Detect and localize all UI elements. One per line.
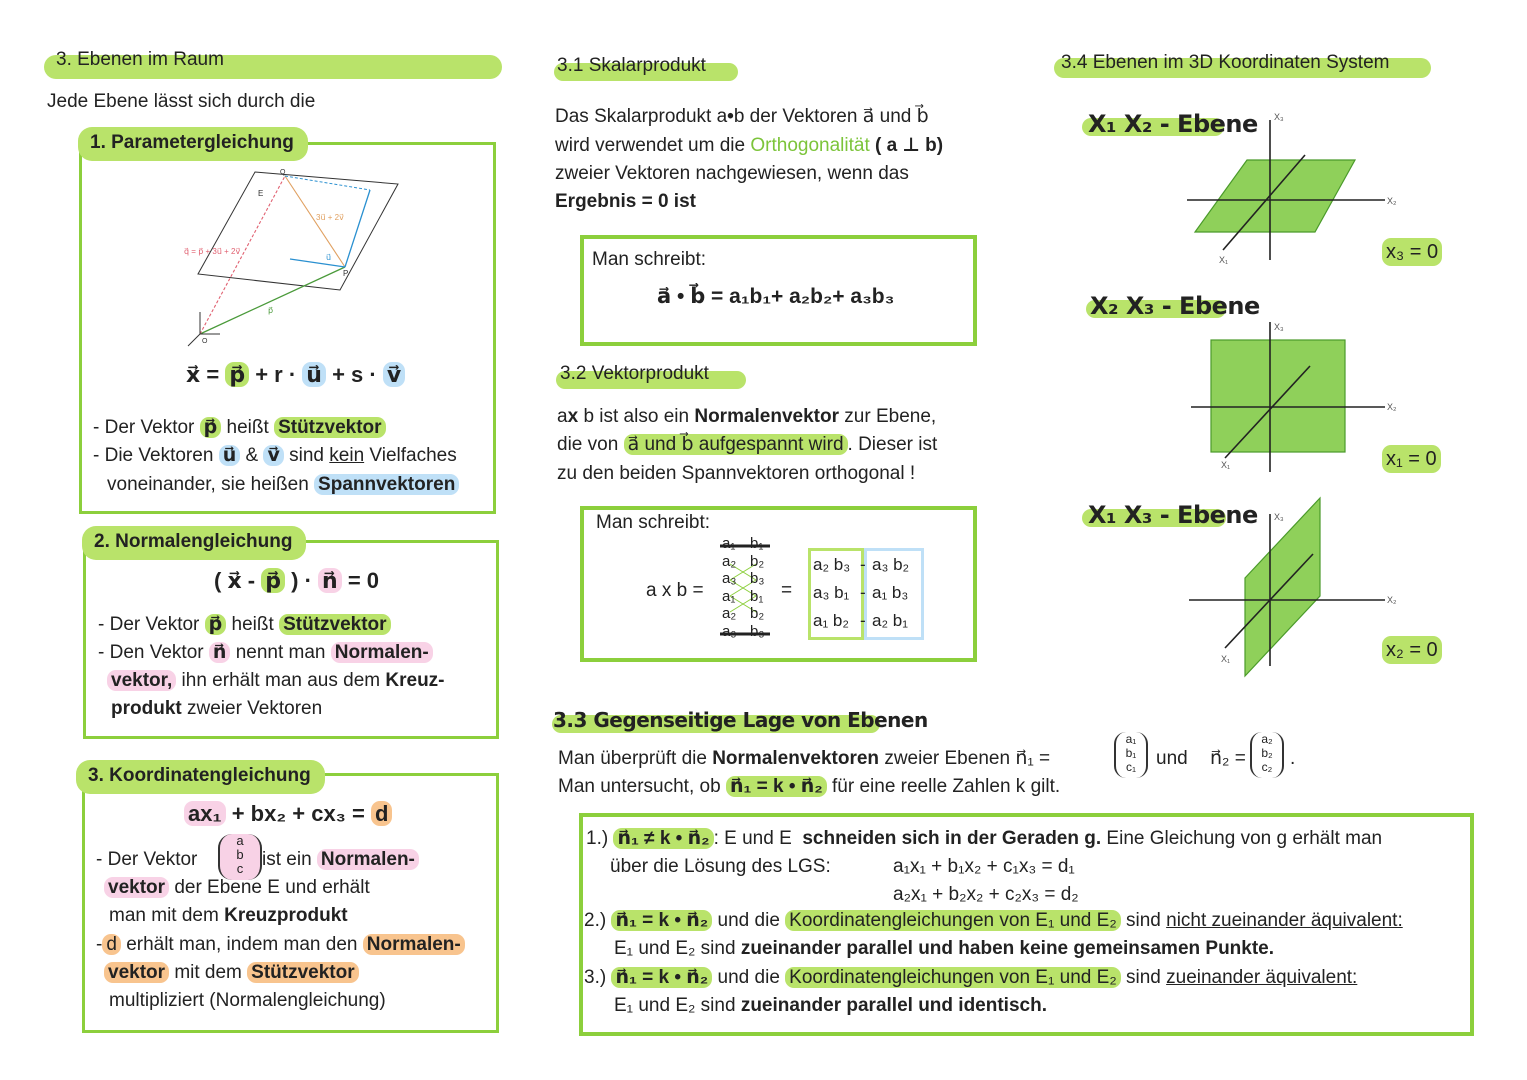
plane2-diagram xyxy=(1185,318,1405,478)
plane3-diagram xyxy=(1185,496,1405,681)
parameter-formula xyxy=(186,362,405,388)
vektor-line-3: zu den beiden Spannvektoren orthogonal ! xyxy=(557,463,916,484)
lage-period: . xyxy=(1290,748,1296,769)
vector-u xyxy=(290,259,345,267)
normal-line-2: - Den Vektor n⃗ nennt man Normalen- xyxy=(98,639,433,667)
skalar-heading: 3.1 Skalarprodukt xyxy=(557,55,706,76)
label-E: E xyxy=(258,189,264,198)
cross-entry-a: a₂ xyxy=(722,605,737,622)
koord-line-3: man mit dem Kreuzprodukt xyxy=(109,905,348,926)
plane1-title: X₁ X₂ - Ebene xyxy=(1088,110,1258,138)
intro-text: Jede Ebene lässt sich durch die xyxy=(47,91,316,112)
vektor-heading: 3.2 Vektorprodukt xyxy=(560,363,709,384)
cross-entry-a: a₃ xyxy=(722,570,737,587)
cross-entry-b: b₂ xyxy=(750,552,765,570)
lage-und: und xyxy=(1156,748,1188,769)
plane3-eq: x₂ = 0 xyxy=(1382,636,1442,664)
skalar-line-4: Ergebnis = 0 ist xyxy=(555,191,696,212)
lgs-eq-1: a₁x₁ + b₁x₂ + c₁x₃ = d₁ xyxy=(893,856,1075,877)
formula-v: v⃗ xyxy=(383,362,405,387)
cross-col-b xyxy=(750,535,764,640)
param-line-1: - Der Vektor p⃗ heißt Stützvektor xyxy=(93,414,386,442)
vector-v xyxy=(345,190,370,267)
result-minus-entry: - xyxy=(860,611,866,630)
lage-line-1: Man überprüft die Normalenvektoren zweier Ebenen n⃗₁ = xyxy=(558,748,1051,769)
result-left-entry: a₂ b₃ xyxy=(813,555,851,574)
label-sum: 3u⃗ + 2v⃗ xyxy=(316,213,344,222)
ebenen3d-heading: 3.4 Ebenen im 3D Koordinaten System xyxy=(1061,52,1390,73)
vektor-line-2: die von a⃗ und b⃗ aufgespannt wird . Dieser ist xyxy=(557,434,938,455)
lage-n2: n⃗₂ = xyxy=(1210,748,1246,769)
plane1-eq: x₃ = 0 xyxy=(1382,238,1442,266)
case3-line-1: 3.) n⃗₁ = k • n⃗₂ und die Koordinatengleichungen von E₁ und E₂ sind zueinander äquivalent: xyxy=(584,967,1358,988)
plane2-title: X₂ X₃ - Ebene xyxy=(1090,292,1260,320)
normal-line-3: vektor, ihn erhält man aus dem Kreuz- xyxy=(107,667,445,695)
lage-n2-vector: a₂ b₂ c₂ xyxy=(1250,732,1284,778)
formula-x: x⃗ xyxy=(186,362,201,387)
cross-entry-a: a₂ xyxy=(722,552,737,570)
result-minus-col xyxy=(860,551,866,635)
formula-plus-r: + r · xyxy=(255,362,297,387)
cross-entry-b: b₂ xyxy=(750,605,765,622)
result-right-entry: a₂ b₁ xyxy=(872,611,908,630)
result-left-entry: a₃ b₁ xyxy=(813,583,850,602)
result-left-col xyxy=(813,551,850,635)
koord-line-6: multipliziert (Normalengleichung) xyxy=(109,990,386,1011)
skalar-line-3: zweier Vektoren nachgewiesen, wenn das xyxy=(555,163,909,184)
cross-entry-a: a₁ xyxy=(722,587,736,605)
cross-table xyxy=(716,536,772,644)
plane1-diagram xyxy=(1185,110,1405,270)
cross-entry-a: a₁ xyxy=(722,535,736,552)
lgs-eq-2: a₂x₁ + b₂x₂ + c₂x₃ = d₂ xyxy=(893,884,1079,905)
normal-line-4: produkt zweier Vektoren xyxy=(111,698,323,719)
plane3-title: X₁ X₃ - Ebene xyxy=(1088,501,1258,529)
plane3-axis-x1: X₁ xyxy=(1221,654,1231,664)
result-minus-entry: - xyxy=(860,583,866,602)
cross-entry-b: b₁ xyxy=(750,535,764,552)
skalar-box-title: Man schreibt: xyxy=(592,249,707,270)
koord-vector-abc: a b c xyxy=(218,834,262,880)
plane3-axis-x3: X₃ xyxy=(1274,512,1284,522)
cross-entry-b: b₃ xyxy=(750,622,765,640)
label-Q: Q xyxy=(280,169,286,176)
lage-line-2: Man untersucht, ob n⃗₁ = k • n⃗₂ für eine reelle Zahlen k gilt. xyxy=(558,776,1061,797)
cross-col-a xyxy=(722,535,736,640)
normal-formula: ( x⃗ - p⃗ ) · n⃗ = 0 xyxy=(214,568,380,593)
koordinatengleichung-heading: 3. Koordinatengleichung xyxy=(76,760,325,794)
case1-line-1: 1.) n⃗₁ ≠ k • n⃗₂ : E und E schneiden sich in der Geraden g. Eine Gleichung von g erhält man xyxy=(586,828,1383,849)
formula-u: u⃗ xyxy=(302,362,326,387)
plane2-axis-x3: X₃ xyxy=(1274,322,1284,332)
cross-entry-a: a₃ xyxy=(722,622,737,640)
result-left-entry: a₁ b₂ xyxy=(813,611,849,630)
skalar-line-2: wird verwendet um die Orthogonalität ( a ⊥ b) xyxy=(555,135,944,156)
koord-line-2: vektor der Ebene E und erhält xyxy=(104,874,370,902)
lage-n1-vector: a₁ b₁ c₁ xyxy=(1114,732,1148,778)
param-line-3: voneinander, sie heißen Spannvektoren xyxy=(107,471,459,499)
vektor-line-1: ax b ist also ein Normalenvektor zur Ebene, xyxy=(557,406,937,427)
plane1-axis-x3: X₃ xyxy=(1274,112,1284,122)
plane3-axis-x2: X₂ xyxy=(1387,595,1397,605)
koord-line-4: - d erhält man, indem man den Normalen- xyxy=(96,931,465,959)
lage-heading: 3.3 Gegenseitige Lage von Ebenen xyxy=(553,708,928,732)
cross-entry-b: b₁ xyxy=(750,587,764,605)
result-minus-entry: - xyxy=(860,555,866,574)
koord-line-5: vektor mit dem Stützvektor xyxy=(104,959,359,987)
result-right-entry: a₃ b₂ xyxy=(872,555,910,574)
result-right-col xyxy=(872,551,909,635)
plane-parallelogram xyxy=(198,172,398,290)
label-O: O xyxy=(202,338,208,345)
parameter-diagram xyxy=(180,162,410,352)
skalar-box-formula: a⃗ • b⃗ = a₁b₁+ a₂b₂+ a₃b₃ xyxy=(657,285,895,308)
skalar-line-1: Das Skalarprodukt a•b der Vektoren a⃗ und b⃗ xyxy=(555,106,929,127)
plane2-axis-x1: X₁ xyxy=(1221,460,1231,470)
formula-eq: = xyxy=(206,362,220,387)
koord-line-1: - Der Vektor xyxy=(96,849,198,870)
plane2-eq: x₁ = 0 xyxy=(1382,445,1441,473)
case3-line-2: E₁ und E₂ sind zueinander parallel und identisch. xyxy=(614,995,1047,1016)
vektor-box-title: Man schreibt: xyxy=(596,512,711,533)
formula-plus-s: + s · xyxy=(332,362,377,387)
formula-p: p⃗ xyxy=(225,362,249,387)
label-P: P xyxy=(343,269,349,278)
parametergleichung-heading: 1. Parametergleichung xyxy=(78,127,308,161)
case2-line-1: 2.) n⃗₁ = k • n⃗₂ und die Koordinatengleichungen von E₁ und E₂ sind nicht zueinander äquivalent: xyxy=(584,910,1403,931)
label-u: u⃗ xyxy=(326,253,332,262)
case2-line-2: E₁ und E₂ sind zueinander parallel und haben keine gemeinsamen Punkte. xyxy=(614,938,1275,959)
cross-entry-b: b₃ xyxy=(750,570,765,587)
case1-line-2: über die Lösung des LGS: xyxy=(610,856,831,877)
label-q-formula: q⃗ = p⃗ + 3u⃗ + 2v⃗ xyxy=(184,247,241,256)
label-p: p⃗ xyxy=(268,306,274,315)
plane1-axis-x2: X₂ xyxy=(1387,196,1397,206)
plane2-axis-x2: X₂ xyxy=(1387,402,1397,412)
normal-line-1: - Der Vektor p⃗ heißt Stützvektor xyxy=(98,611,391,639)
koord-formula: ax₁ + bx₂ + cx₃ = d xyxy=(184,801,392,827)
result-right-entry: a₁ b₃ xyxy=(872,583,909,602)
plane1-axis-x1: X₁ xyxy=(1219,255,1229,265)
normalengleichung-heading: 2. Normalengleichung xyxy=(82,526,306,560)
koord-line-1b: ist ein Normalen- xyxy=(262,846,419,874)
param-line-2: - Die Vektoren u⃗ & v⃗ sind kein Vielfaches xyxy=(93,445,457,466)
vektor-axb: a x b = xyxy=(646,580,704,601)
section-title-text: 3. Ebenen im Raum xyxy=(56,49,224,70)
vektor-eq: = xyxy=(781,580,793,601)
